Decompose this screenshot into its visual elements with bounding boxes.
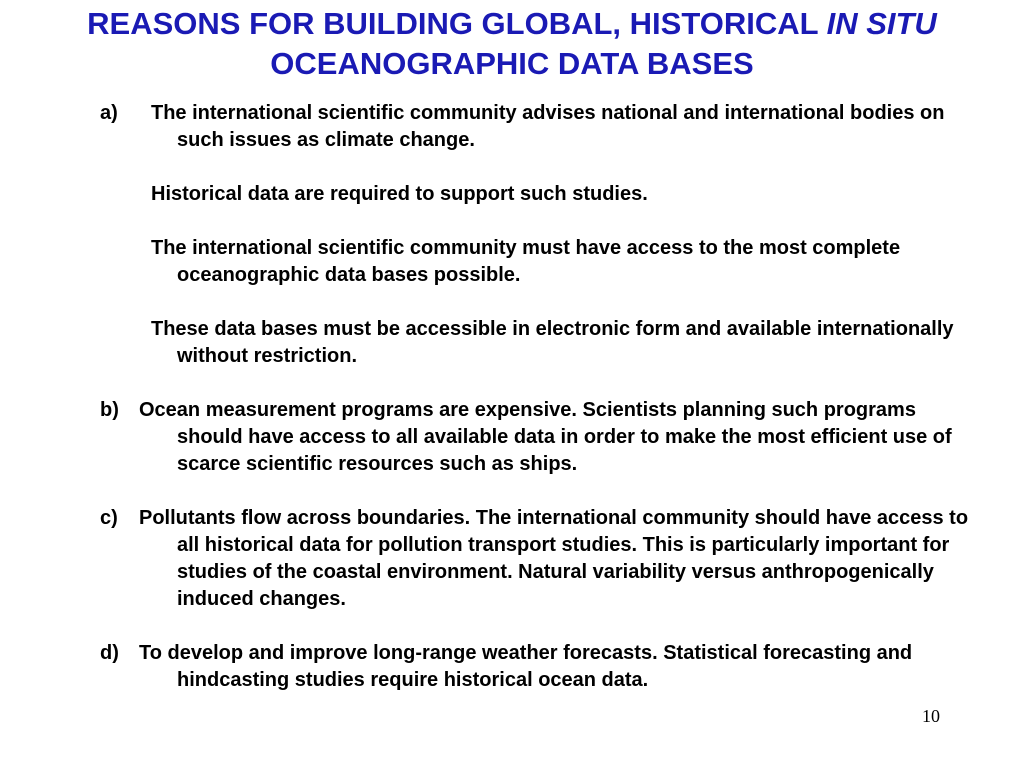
item-a-paragraph-1 xyxy=(100,100,980,154)
item-d-paragraph xyxy=(100,640,980,694)
slide-title xyxy=(40,4,984,84)
slide-body xyxy=(100,100,980,694)
item-d-text: To develop and improve long-range weather forecasts. Statistical forecasting and hindcasting studies require historical ocean data. xyxy=(139,642,913,691)
item-a-text-3: The international scientific community must have access to the most complete oceanographic data bases possible. xyxy=(151,237,901,286)
item-c-text: Pollutants flow across boundaries. The international community should have access to all historical data for pollution transport studies. This is particularly important for studies of the coastal environment. Natural variability versus anthropogenically induced changes. xyxy=(139,507,969,610)
item-b-text: Ocean measurement programs are expensive. Scientists planning such programs should have access to all available data in order to make the most efficient use of scarce scientific resources such as ships. xyxy=(139,399,952,475)
item-b-paragraph xyxy=(100,397,980,478)
item-a-text-4: These data bases must be accessible in electronic form and available internationally without restriction. xyxy=(151,318,954,367)
item-a-text-2: Historical data are required to support such studies. xyxy=(151,183,648,205)
item-a-marker: a) xyxy=(100,102,118,124)
title-part-3: OCEANOGRAPHIC DATA BASES xyxy=(270,46,754,81)
item-c-paragraph xyxy=(100,505,980,613)
title-italic-part: IN SITU xyxy=(826,6,937,41)
page-number: 10 xyxy=(922,706,940,726)
item-a-text-1: The international scientific community advises national and international bodies on such issues as climate change. xyxy=(151,102,945,151)
title-part-1: REASONS FOR BUILDING GLOBAL, HISTORICAL xyxy=(87,6,827,41)
item-b-marker: b) xyxy=(100,399,119,421)
item-a-paragraph-4 xyxy=(100,316,980,370)
item-c-marker: c) xyxy=(100,507,118,529)
item-a-paragraph-2 xyxy=(100,181,980,208)
item-a-paragraph-3 xyxy=(100,235,980,289)
item-d-marker: d) xyxy=(100,642,119,664)
